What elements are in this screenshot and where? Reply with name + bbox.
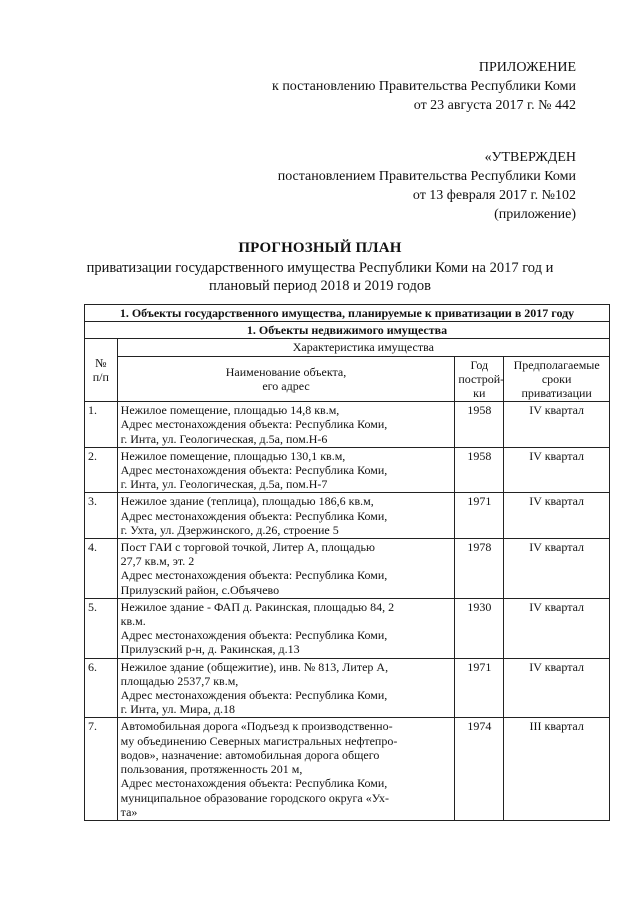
row-object-name: Нежилое помещение, площадью 14,8 кв.м, Адрес местонахождения объекта: Республика Коми, г. Инта, ул. Геологическая, д.5а, пом.Н-6	[117, 402, 455, 448]
subtitle-line-2: плановый период 2018 и 2019 годов	[209, 278, 431, 294]
row-year: 1930	[455, 598, 504, 658]
section-row	[85, 305, 610, 322]
row-term: IV квартал	[504, 447, 610, 493]
row-object-name: Пост ГАИ с торговой точкой, Литер А, площадью 27,7 кв.м, эт. 2 Адрес местонахождения объекта: Республика Коми, Прилузский район, с.Объячево	[117, 539, 455, 599]
table-row	[85, 493, 610, 539]
row-number: 7.	[85, 718, 118, 820]
row-year: 1958	[455, 447, 504, 493]
table-row	[85, 539, 610, 599]
table-row	[85, 402, 610, 448]
row-term: III квартал	[504, 718, 610, 820]
row-term: IV квартал	[504, 402, 610, 448]
table-row	[85, 447, 610, 493]
row-object-name: Автомобильная дорога «Подъезд к производственно- му объединению Северных магистральных нефтепро- водов», назначение: автомобильная дорога общего пользования, протяженность 201 м, Адрес местонахождения объекта: Республика Коми, муниципальное образование городского округа «Ух- та»	[117, 718, 455, 820]
document-title: ПРОГНОЗНЫЙ ПЛАН	[238, 240, 402, 256]
table-row	[85, 658, 610, 718]
row-year: 1974	[455, 718, 504, 820]
header-name: Наименование объекта, его адрес	[117, 356, 455, 402]
table-body	[85, 305, 610, 821]
row-object-name: Нежилое здание (теплица), площадью 186,6 кв.м, Адрес местонахождения объекта: Республика Коми, г. Ухта, ул. Дзержинского, д.26, строение 5	[117, 493, 455, 539]
row-object-name: Нежилое здание (общежитие), инв. № 813, Литер А, площадью 2537,7 кв.м, Адрес местонахождения объекта: Республика Коми, г. Инта, ул. Мира, д.18	[117, 658, 455, 718]
row-term: IV квартал	[504, 658, 610, 718]
row-term: IV квартал	[504, 493, 610, 539]
subsection-row	[85, 322, 610, 339]
document-subtitle	[60, 259, 580, 295]
approved-block	[200, 148, 576, 224]
row-term: IV квартал	[504, 598, 610, 658]
row-year: 1971	[455, 658, 504, 718]
header-year: Год построй- ки	[455, 356, 504, 402]
privatization-table	[84, 304, 610, 821]
approved-note: (приложение)	[494, 207, 576, 222]
header-term: Предполагаемые сроки приватизации	[504, 356, 610, 402]
appendix-date: от 23 августа 2017 г. № 442	[413, 98, 576, 113]
row-number: 5.	[85, 598, 118, 658]
row-number: 1.	[85, 402, 118, 448]
approved-decree: постановлением Правительства Республики Коми	[277, 169, 576, 184]
header-row-bottom	[85, 356, 610, 402]
table-row	[85, 718, 610, 820]
table-row	[85, 598, 610, 658]
appendix-decree: к постановлению Правительства Республики Коми	[272, 79, 576, 94]
section-title: 1. Объекты государственного имущества, планируемые к приватизации в 2017 году	[85, 305, 610, 322]
row-term: IV квартал	[504, 539, 610, 599]
row-year: 1958	[455, 402, 504, 448]
subsection-title: 1. Объекты недвижимого имущества	[85, 322, 610, 339]
row-object-name: Нежилое помещение, площадью 130,1 кв.м, Адрес местонахождения объекта: Республика Коми, г. Инта, ул. Геологическая, д.5а, пом.Н-7	[117, 447, 455, 493]
header-row-top	[85, 339, 610, 356]
header-num: № п/п	[85, 339, 118, 402]
row-year: 1971	[455, 493, 504, 539]
row-number: 6.	[85, 658, 118, 718]
header-characteristics: Характеристика имущества	[117, 339, 609, 356]
row-object-name: Нежилое здание - ФАП д. Ракинская, площадью 84, 2 кв.м. Адрес местонахождения объекта: Республика Коми, Прилузский р-н, д. Ракинская, д.13	[117, 598, 455, 658]
row-year: 1978	[455, 539, 504, 599]
row-number: 4.	[85, 539, 118, 599]
appendix-heading: ПРИЛОЖЕНИЕ	[478, 60, 576, 75]
appendix-block	[200, 58, 576, 115]
approved-date: от 13 февраля 2017 г. №102	[412, 188, 576, 203]
approved-heading: «УТВЕРЖДЕН	[484, 150, 576, 165]
row-number: 3.	[85, 493, 118, 539]
subtitle-line-1: приватизации государственного имущества Республики Коми на 2017 год и	[86, 260, 554, 276]
row-number: 2.	[85, 447, 118, 493]
